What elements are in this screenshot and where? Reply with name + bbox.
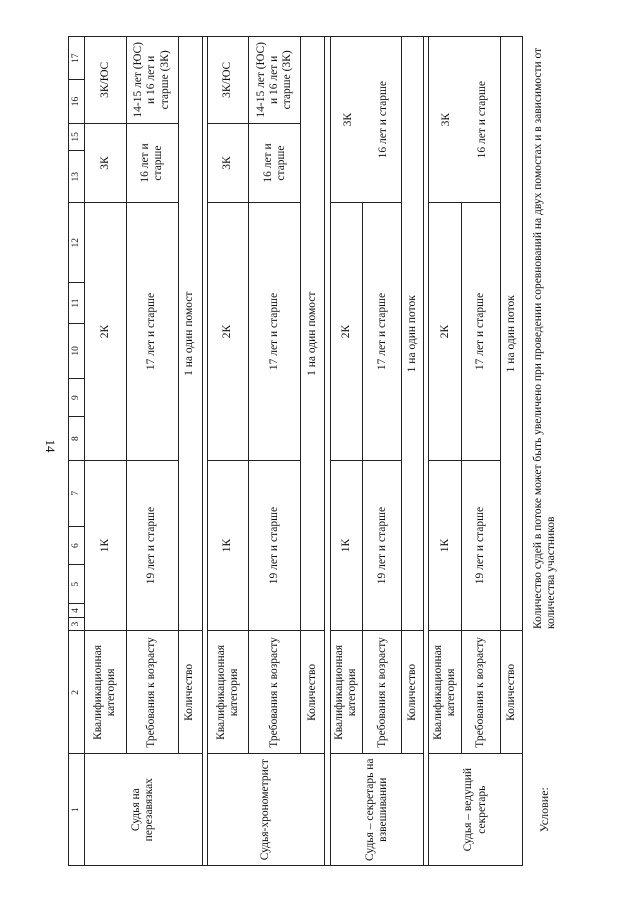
page-number: 14: [43, 439, 58, 453]
judges-requirements-table: [68, 36, 568, 866]
row-label: Требования к возрасту: [461, 631, 500, 754]
table-row: [126, 37, 178, 866]
age-value: 19 лет и старше: [461, 460, 500, 631]
header-cell: 5: [69, 565, 85, 604]
role-cell: Судья – ведущий секретарь: [429, 754, 522, 866]
table-row: [249, 37, 301, 866]
table-row: [207, 37, 248, 866]
rotated-table-container: [68, 36, 568, 866]
row-label: Квалификационная категория: [330, 631, 363, 754]
header-cell: 6: [69, 526, 85, 565]
age-value: 16 лет и старше: [376, 81, 389, 159]
age-value: 19 лет и старше: [126, 460, 178, 631]
header-cell: 4: [69, 604, 85, 618]
table-row: [85, 37, 126, 866]
role-cell: Судья – секретарь на взвешивании: [330, 754, 423, 866]
role-cell: Судья-хронометрист: [207, 754, 324, 866]
qualification-value: 2К: [429, 203, 462, 460]
age-value: 16 лет и старше: [249, 123, 301, 203]
header-cell: 2: [69, 631, 85, 754]
age-value: 19 лет и старше: [363, 460, 402, 631]
header-cell: 13: [69, 151, 85, 203]
age-value: 16 лет и старше: [126, 123, 178, 203]
header-row: [69, 37, 85, 866]
age-value: 17 лет и старше: [461, 203, 500, 460]
row-label: Количество: [178, 631, 202, 754]
qualification-value: 1К: [429, 460, 462, 631]
age-value: 14-15 лет (ЮС) и 16 лет и старше (3К): [126, 37, 178, 124]
age-value: 17 лет и старше: [363, 203, 402, 460]
condition-row: [522, 37, 568, 866]
row-label: Требования к возрасту: [126, 631, 178, 754]
header-cell: 1: [69, 754, 85, 866]
row-label: Требования к возрасту: [249, 631, 301, 754]
qualification-value: 1К: [330, 460, 363, 631]
qualification-value: 2К: [207, 203, 248, 460]
header-cell: 12: [69, 203, 85, 283]
table-row: [402, 37, 424, 866]
qualification-value: 3К/ЮС: [207, 37, 248, 124]
age-value: 16 лет и старше: [475, 81, 488, 159]
count-value: 1 на один поток: [501, 37, 523, 631]
qualification-value: 3К: [207, 123, 248, 203]
qualification-value: 3К: [85, 123, 126, 203]
qualification-value: 2К: [330, 203, 363, 460]
qualification-value: 3К: [341, 112, 354, 127]
qualification-value: 1К: [207, 460, 248, 631]
table-row: [429, 37, 462, 866]
condition-label: Условие:: [537, 787, 552, 833]
table-row: [301, 37, 325, 866]
row-label: Количество: [501, 631, 523, 754]
table-row: [178, 37, 202, 866]
header-cell: 11: [69, 283, 85, 324]
qualification-value: 3К/ЮС: [85, 37, 126, 124]
qualification-value: [330, 37, 402, 203]
count-value: 1 на один помост: [178, 37, 202, 631]
row-label: Количество: [402, 631, 424, 754]
row-label: Квалификационная категория: [429, 631, 462, 754]
header-cell: 15: [69, 123, 85, 150]
age-value: 17 лет и старше: [249, 203, 301, 460]
count-value: 1 на один поток: [402, 37, 424, 631]
condition-text: Количество судей в потоке может быть увеличено при проведении соревнований на двух помостах и в зависимости от количества участников: [532, 47, 558, 629]
row-label: Квалификационная категория: [207, 631, 248, 754]
header-cell: 10: [69, 324, 85, 379]
header-cell: 3: [69, 617, 85, 631]
qualification-value: 3К: [440, 112, 453, 127]
table-row: [330, 37, 363, 866]
row-label: Требования к возрасту: [363, 631, 402, 754]
table-row: [501, 37, 523, 866]
header-cell: 16: [69, 80, 85, 123]
role-cell: Судья на перезавязках: [85, 754, 202, 866]
qualification-value: 1К: [85, 460, 126, 631]
qualification-value: 2К: [85, 203, 126, 460]
age-value: 14-15 лет (ЮС) и 16 лет и старше (3К): [249, 37, 301, 124]
row-label: Квалификационная категория: [85, 631, 126, 754]
age-value: 19 лет и старше: [249, 460, 301, 631]
header-cell: 8: [69, 417, 85, 460]
qualification-value: [429, 37, 501, 203]
row-label: Количество: [301, 631, 325, 754]
header-cell: 17: [69, 37, 85, 80]
count-value: 1 на один помост: [301, 37, 325, 631]
header-cell: 9: [69, 378, 85, 417]
header-cell: 7: [69, 460, 85, 526]
age-value: 17 лет и старше: [126, 203, 178, 460]
